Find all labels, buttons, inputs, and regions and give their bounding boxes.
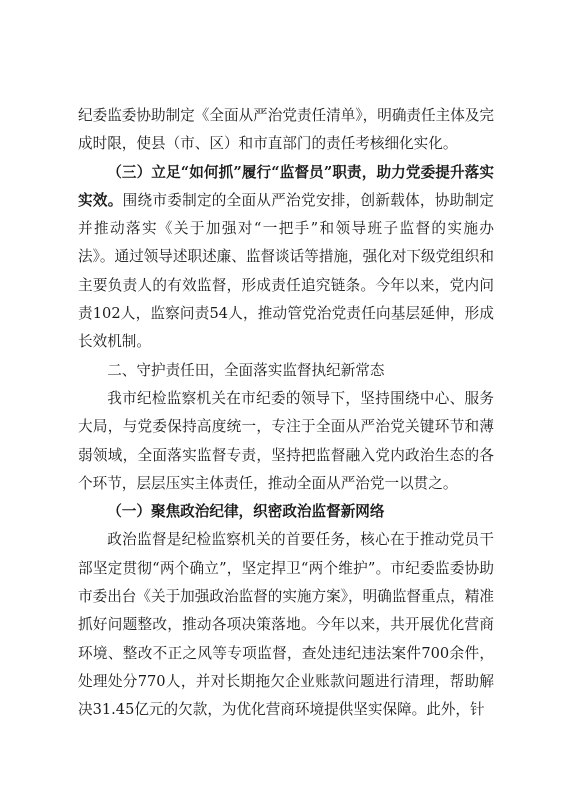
heading-text: 二、守护责任田，全面落实监督执纪新常态 <box>107 361 385 379</box>
heading-text: （一）聚焦政治纪律，织密政治监督新网络 <box>107 503 385 521</box>
paragraph-continuation <box>78 102 494 159</box>
paragraph-intro <box>78 385 494 498</box>
paragraph-section-3 <box>78 159 494 357</box>
subsection-heading-1 <box>78 498 494 526</box>
paragraph-text: 围绕市委制定的全面从严治党安排，创新载体，协助制定并推动落实《关于加强对“一把手”和领导班子监督的实施办法》。通过领导述职述廉、监督谈话等措施，强化对下级党组织和主要负责人的有效监督，形成责任追究链条。今年以来，党内问责102人，监察问责54人，推动管党治党责任向基层延伸，形成长效机制。 <box>78 191 494 351</box>
chapter-heading-2 <box>78 357 494 385</box>
paragraph-text: 纪委监委协助制定《全面从严治党责任清单》，明确责任主体及完成时限，使县（市、区）和市直部门的责任考核细化实化。 <box>78 107 494 153</box>
paragraph-text: 政治监督是纪检监察机关的首要任务，核心在于推动党员干部坚定贯彻“两个确立”，坚定捍卫“两个维护”。市纪委监委协助市委出台《关于加强政治监督的实施方案》，明确监督重点，精准抓好问题整改，推动各项决策落地。今年以来，共开展优化营商环境、整改不正之风等专项监督，查处违纪违法案件700余件，处理处分770人，并对长期拖欠企业账款问题进行清理，帮助解决31.45亿元的欠款，为优化营商环境提供坚实保障。此外，针 <box>78 531 494 719</box>
paragraph-text: 我市纪检监察机关在市纪委的领导下，坚持围绕中心、服务大局，与党委保持高度统一，专注于全面从严治党关键环节和薄弱领域，全面落实监督专责，坚持把监督融入党内政治生态的各个环节，层层压实主体责任，推动全面从严治党一以贯之。 <box>78 389 494 492</box>
paragraph-political-supervision <box>78 526 494 724</box>
document-body <box>78 102 494 725</box>
section-heading-3: （三）立足“如何抓”履行“监督员”职责，助力党委提升落实实效。 <box>78 163 494 209</box>
